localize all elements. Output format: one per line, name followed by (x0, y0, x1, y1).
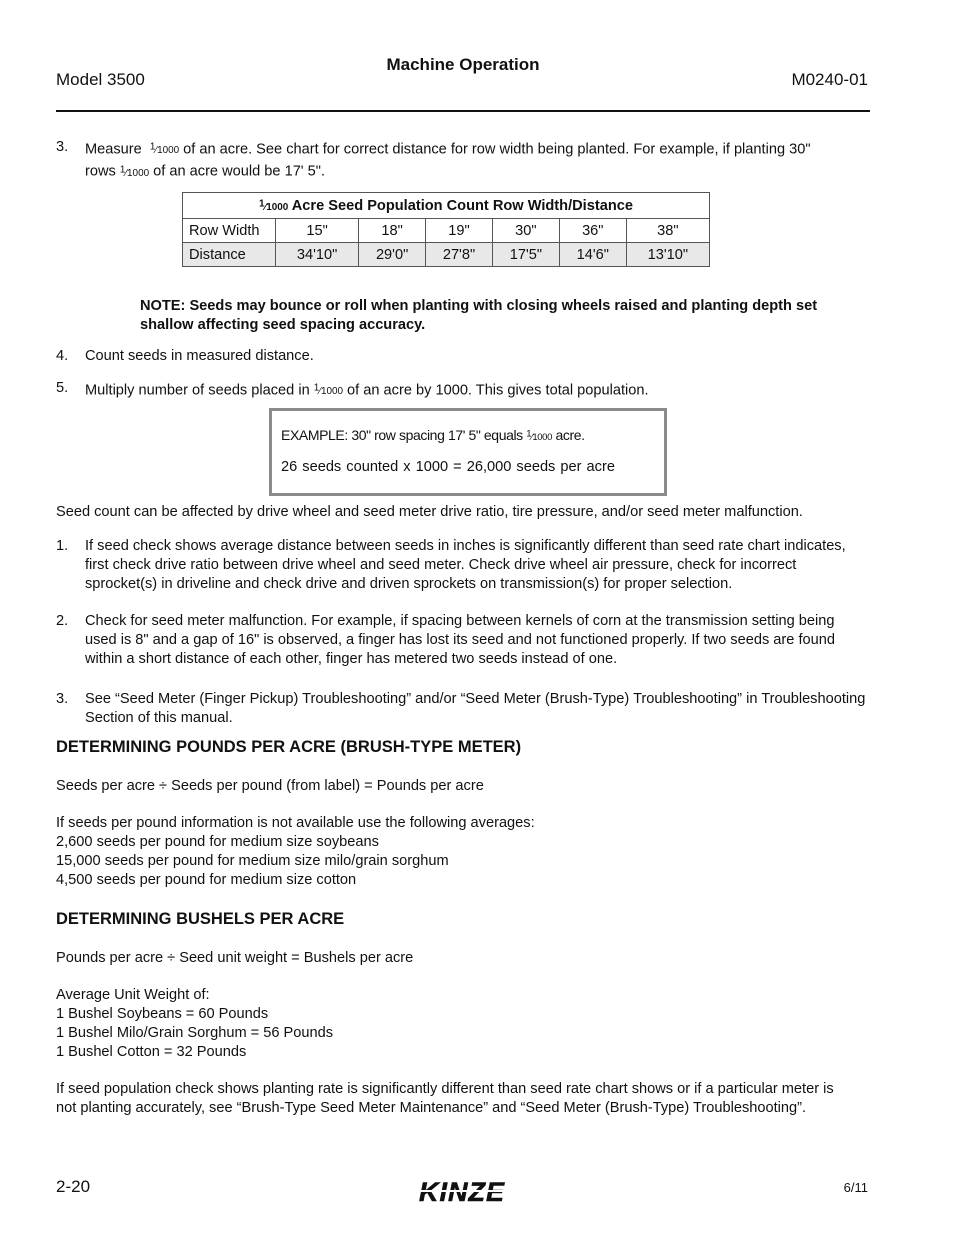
seed-count-intro: Seed count can be affected by drive wheel and seed meter drive ratio, tire pressure, and/or seed meter malfunction. (56, 504, 803, 520)
table-cell: 15" (276, 219, 359, 243)
kinze-logo (400, 1176, 524, 1208)
population-table (182, 192, 710, 267)
table-cell: 38" (626, 219, 709, 243)
document-number: M0240-01 (791, 70, 868, 89)
model-label: Model 3500 (56, 70, 145, 89)
list-item: 1 Bushel Cotton = 32 Pounds (56, 1044, 247, 1060)
pounds-formula: Seeds per acre ÷ Seeds per pound (from label) = Pounds per acre (56, 778, 484, 794)
step-4: 4. Count seeds in measured distance. (56, 348, 314, 364)
table-cell: 34'10" (276, 243, 359, 267)
bushels-formula: Pounds per acre ÷ Seed unit weight = Bushels per acre (56, 950, 414, 966)
table-cell: 36" (559, 219, 626, 243)
table-cell: 19" (426, 219, 493, 243)
table-cell: 18" (359, 219, 426, 243)
section-title: Machine Operation (386, 55, 540, 74)
list-item: 4,500 seeds per pound for medium size cotton (56, 872, 357, 888)
example-box (269, 408, 667, 496)
list-item: 1. If seed check shows average distance between seeds in inches is significantly different than seed rate chart indicates, first check drive ratio between drive wheel and seed meter. Check drive wheel air pressure, check for incorrect sprocket(s) in driveline and check drive and driven sprockets on transmission(s) for proper selection. (56, 538, 846, 592)
note: NOTE: Seeds may bounce or roll when planting with closing wheels raised and planting depth set shallow affecting seed spacing accuracy. (140, 298, 818, 333)
table-cell: 27'8" (426, 243, 493, 267)
step-5: 5. Multiply number of seeds placed in $^1$⁄1000 of an acre by 1000. This gives total population. (56, 380, 649, 399)
step-3 (0, 138, 954, 178)
revision-date: 6/11 (843, 1180, 868, 1195)
row-width-label: Row Width (183, 219, 276, 243)
bushels-intro: Average Unit Weight of: (56, 987, 210, 1003)
table-row (183, 219, 710, 243)
header-rule (56, 110, 870, 112)
table-cell: 30" (492, 219, 559, 243)
page-number: 2-20 (56, 1177, 91, 1196)
svg-text:KINZE: KINZE (419, 1177, 505, 1207)
bushels-closing: If seed population check shows planting rate is significantly different than seed rate chart shows or if a particular meter is not planting accurately, see “Brush-Type Seed Meter Maintenance” and “Seed Meter (Brush-Type) Troubleshooting”. (56, 1081, 834, 1116)
step-text: Measure $^1$⁄1000 of an acre. See chart for correct distance for row width being planted. For example, if planting 30" rows $^1$⁄1000 of an acre would be 17' 5". (85, 141, 811, 180)
list-item: 2,600 seeds per pound for medium size soybeans (56, 834, 379, 850)
step-number: 3. (56, 139, 69, 155)
fraction: $^1$⁄1000 (119, 164, 150, 179)
bushels-heading: DETERMINING BUSHELS PER ACRE (56, 910, 345, 928)
table-cell: 29'0" (359, 243, 426, 267)
list-item: 1 Bushel Milo/Grain Sorghum = 56 Pounds (56, 1025, 334, 1041)
pounds-intro: If seeds per pound information is not available use the following averages: (56, 815, 535, 831)
table-cell: 17'5" (492, 243, 559, 267)
pounds-heading: DETERMINING POUNDS PER ACRE (BRUSH-TYPE METER) (56, 738, 522, 756)
example-line-2: 26 seeds counted x 1000 = 26,000 seeds per acre (281, 459, 615, 475)
table-cell: 13'10" (626, 243, 709, 267)
fraction: $^1$⁄1000 (149, 142, 180, 157)
example-line-1: EXAMPLE: 30" row spacing 17' 5" equals $^1$⁄1000 acre. (281, 427, 585, 443)
table-row (183, 243, 710, 267)
list-item: 2. Check for seed meter malfunction. For example, if spacing between kernels of corn at the transmission setting being used is 8" and a gap of 16" is observed, a finger has lost its seed and not functioned properly. If two seeds are found within a short distance of each other, finger has metered two seeds instead of one. (56, 613, 835, 667)
table-title: $^1$⁄1000 Acre Seed Population Count Row Width/Distance (183, 193, 710, 219)
list-item: 15,000 seeds per pound for medium size milo/grain sorghum (56, 853, 449, 869)
list-item: 3. See “Seed Meter (Finger Pickup) Troubleshooting” and/or “Seed Meter (Brush-Type) Troubleshooting” in Troubleshooting Section of this manual. (56, 691, 866, 726)
distance-label: Distance (183, 243, 276, 267)
list-item: 1 Bushel Soybeans = 60 Pounds (56, 1006, 269, 1022)
table-cell: 14'6" (559, 243, 626, 267)
